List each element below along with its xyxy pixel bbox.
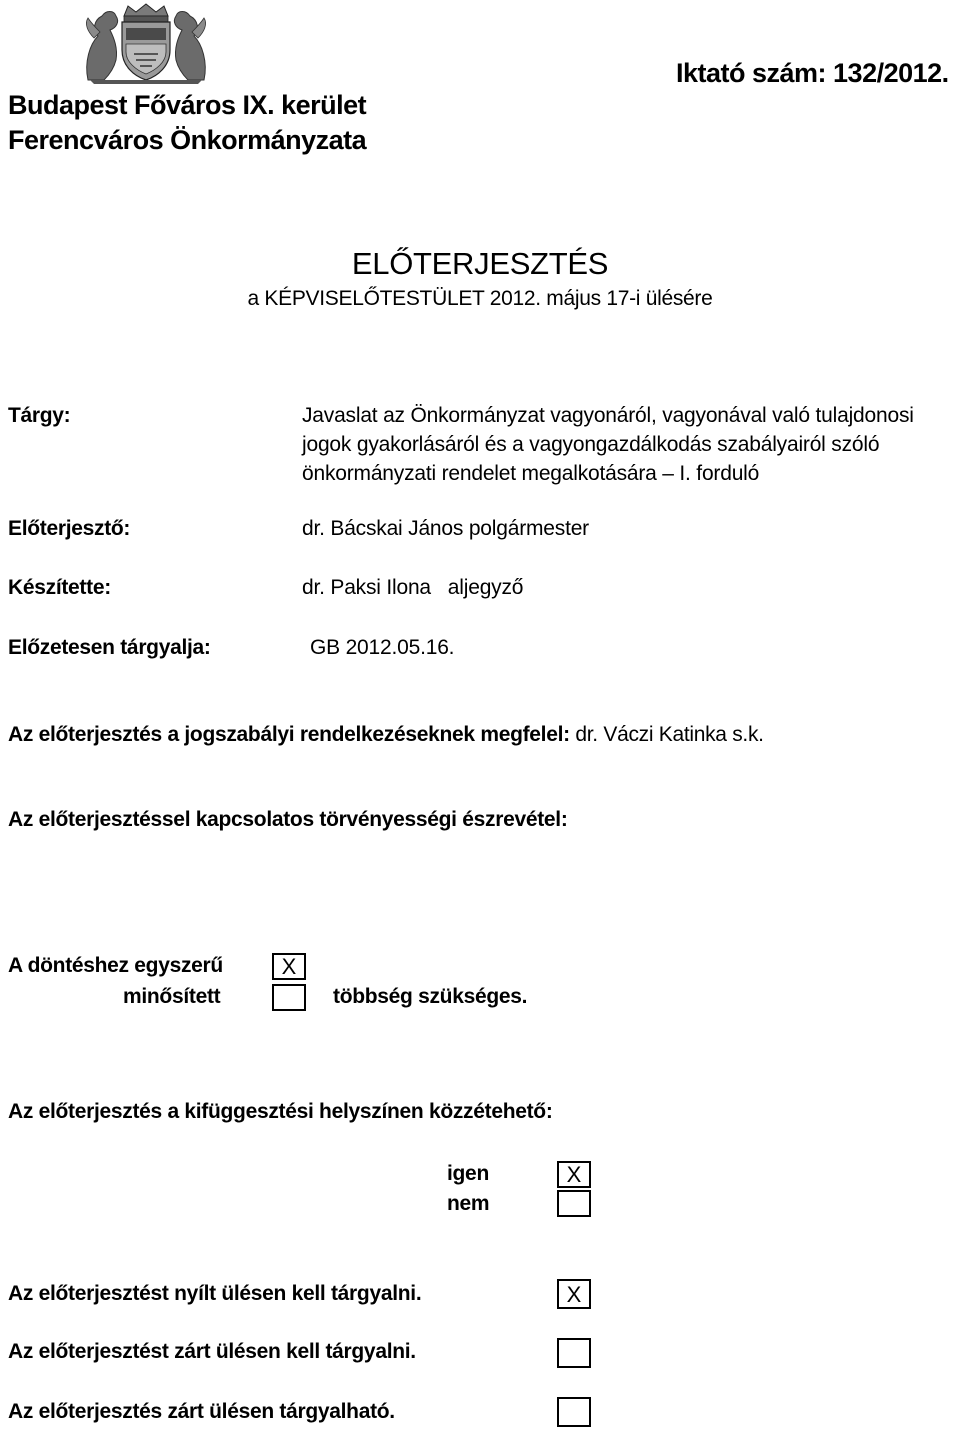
compliance-statement: [8, 723, 764, 747]
majority-simple-label: A döntéshez egyszerű: [8, 954, 223, 977]
presenter-value: dr. Bácskai János polgármester: [302, 517, 589, 540]
presenter-label: Előterjesztő:: [8, 517, 131, 540]
compliance-label: Az előterjesztés a jogszabályi rendelkezéseknek megfelel:: [8, 723, 570, 746]
organization-name-line2: Ferencváros Önkormányzata: [8, 125, 367, 155]
subject-line: önkormányzati rendelet megalkotására – I. forduló: [302, 462, 760, 485]
majority-suffix: többség szükséges.: [333, 985, 528, 1008]
publication-no-checkbox[interactable]: [557, 1190, 591, 1217]
closed-session-checkbox[interactable]: [557, 1338, 591, 1368]
prepared-by-label: Készítette:: [8, 576, 111, 599]
majority-qualified-checkbox[interactable]: [272, 984, 306, 1011]
organization-name-line1: Budapest Főváros IX. kerület: [8, 90, 367, 120]
publication-no-label: nem: [447, 1192, 490, 1215]
compliance-value: dr. Váczi Katinka s.k.: [575, 723, 764, 746]
closed-session-label: Az előterjesztést zárt ülésen kell tárgyalni.: [8, 1340, 416, 1363]
document-subtitle: a KÉPVISELŐTESTÜLET 2012. május 17-i ülésére: [247, 287, 713, 310]
document-title: ELŐTERJESZTÉS: [351, 246, 609, 281]
legality-remarks-label: Az előterjesztéssel kapcsolatos törvényességi észrevétel:: [8, 808, 568, 831]
prediscussed-value: GB 2012.05.16.: [310, 636, 455, 659]
coat-of-arms-icon: [80, 2, 212, 84]
majority-simple-checkbox[interactable]: X: [272, 953, 306, 980]
publication-yes-label: igen: [447, 1162, 489, 1185]
closed-possible-checkbox[interactable]: [557, 1397, 591, 1427]
prepared-by-value: dr. Paksi Ilona aljegyző: [302, 576, 524, 599]
subject-line: Javaslat az Önkormányzat vagyonáról, vagyonával való tulajdonosi: [302, 404, 914, 427]
publication-question: Az előterjesztés a kifüggesztési helyszínen közzétehető:: [8, 1100, 553, 1123]
subject-line: jogok gyakorlásáról és a vagyongazdálkodás szabályairól szóló: [302, 433, 880, 456]
prediscussed-label: Előzetesen tárgyalja:: [8, 636, 211, 659]
publication-yes-checkbox[interactable]: X: [557, 1161, 591, 1188]
open-session-label: Az előterjesztést nyílt ülésen kell tárgyalni.: [8, 1282, 422, 1305]
open-session-checkbox[interactable]: X: [557, 1279, 591, 1309]
subject-label: Tárgy:: [8, 404, 71, 427]
majority-qualified-label: minősített: [123, 985, 221, 1008]
reference-number: Iktató szám: 132/2012.: [676, 58, 949, 88]
closed-possible-label: Az előterjesztés zárt ülésen tárgyalható.: [8, 1400, 395, 1423]
